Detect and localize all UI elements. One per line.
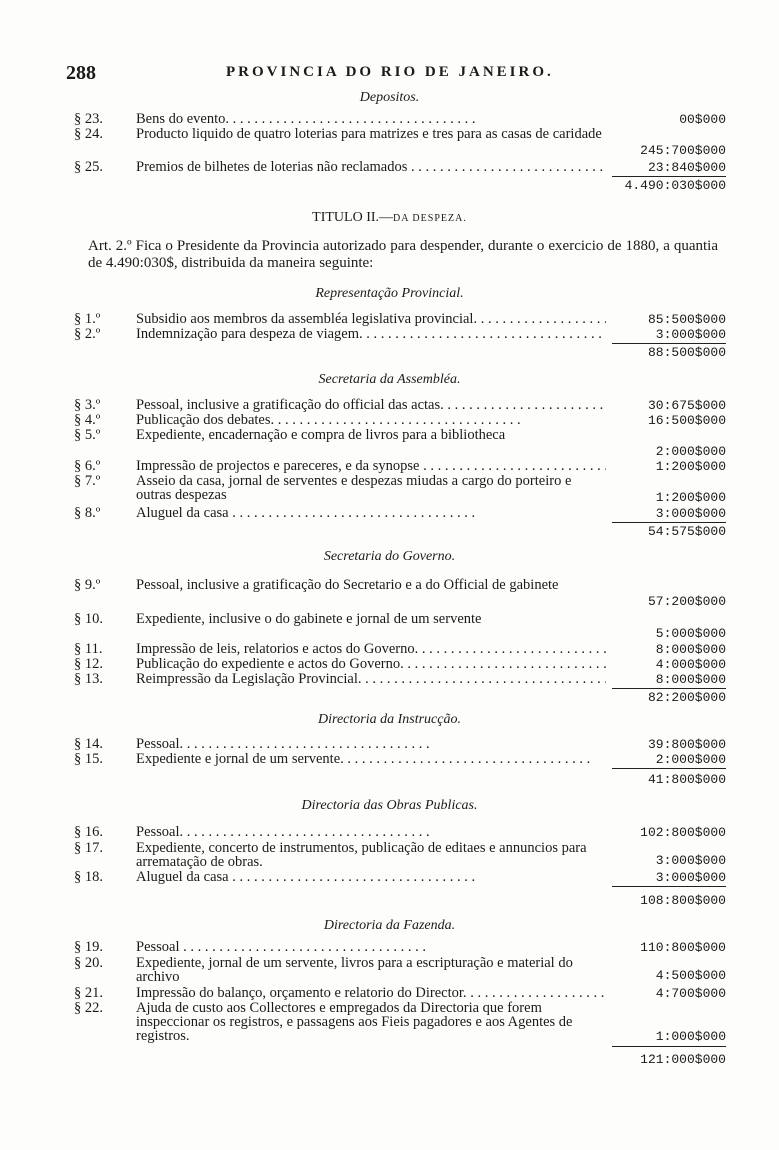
item-text: Indemnização para despeza de viagem. . . . <box>136 327 606 342</box>
item-amount: 102:800$000 <box>640 825 726 840</box>
item-text: Pessoal. . . . <box>136 737 606 752</box>
item-text: Expediente, inclusive o do gabinete e jornal de um servente <box>136 612 482 626</box>
section-heading: Secretaria da Assembléa. <box>318 372 461 387</box>
item-text: Publicação do expediente e actos do Governo. . . . <box>136 657 606 672</box>
item-text: Pessoal, inclusive a gratificação do official das actas. . . . <box>136 398 606 413</box>
item-number: § 23. <box>74 111 103 127</box>
item-text: Impressão do balanço, orçamento e relatorio do Director. . . . <box>136 986 606 1001</box>
section-total: 108:800$000 <box>640 893 726 908</box>
section-total: 121:000$000 <box>640 1052 726 1067</box>
item-number: § 10. <box>74 611 103 627</box>
item-amount: 3:000$000 <box>655 853 726 868</box>
item-number: § 16. <box>74 824 103 840</box>
item-amount: 4:000$000 <box>655 657 726 672</box>
item-number: § 4.º <box>74 412 101 428</box>
item-amount: 1:200$000 <box>655 490 726 505</box>
sum-rule <box>612 343 726 344</box>
section-heading: Directoria da Fazenda. <box>323 918 456 933</box>
item-number: § 13. <box>74 671 103 687</box>
item-text: Producto liquido de quatro loterias para matrizes e tres para as casas de caridade <box>136 127 602 142</box>
item-amount: 8:000$000 <box>655 642 726 657</box>
item-text: Expediente e jornal de um servente. . . . <box>136 752 606 767</box>
item-amount: 3:000$000 <box>655 870 726 885</box>
sum-rule <box>612 768 726 769</box>
item-amount: 4:500$000 <box>655 968 726 983</box>
section-total: 82:200$000 <box>647 690 726 705</box>
item-amount: 5:000$000 <box>655 626 726 641</box>
item-text: Pessoal . . . <box>136 940 606 955</box>
item-number: § 24. <box>74 126 103 142</box>
item-amount: 57:200$000 <box>647 594 726 609</box>
item-text: Aluguel da casa . . . <box>136 506 606 521</box>
item-amount: 3:000$000 <box>655 506 726 521</box>
item-text: Reimpressão da Legislação Provincial. . . . <box>136 672 606 687</box>
item-text: Pessoal, inclusive a gratificação do Secretario e a do Official de gabinete <box>136 578 559 592</box>
item-text: Pessoal. . . . <box>136 825 606 840</box>
item-text: Asseio da casa, jornal de serventes e despezas miudas a cargo do porteiro e outras despezas <box>136 474 572 502</box>
item-text: Premios de bilhetes de loterias não reclamados . . . <box>136 160 606 175</box>
item-text: Publicação dos debates. . . . <box>136 413 606 428</box>
section-total: 88:500$000 <box>647 345 726 360</box>
item-number: § 14. <box>74 736 103 752</box>
title-main: TITULO II.— <box>312 210 394 225</box>
item-number: § 20. <box>74 955 103 971</box>
item-number: § 6.º <box>74 458 101 474</box>
item-number: § 9.º <box>74 577 101 593</box>
section-heading: Directoria da Instrucção. <box>318 712 461 727</box>
section-total: 41:800$000 <box>647 772 726 787</box>
item-text: Expediente, encadernação e compra de livros para a bibliotheca <box>136 428 506 442</box>
item-text: Expediente, jornal de um servente, livros para a escripturação e material do archivo <box>136 956 573 984</box>
item-amount: 1:200$000 <box>655 459 726 474</box>
item-amount: 23:840$000 <box>647 160 726 175</box>
item-number: § 15. <box>74 751 103 767</box>
item-amount: 1:000$000 <box>655 1029 726 1044</box>
title-sub: DA DESPEZA. <box>393 213 467 224</box>
item-number: § 18. <box>74 869 103 885</box>
item-amount: 2:000$000 <box>655 752 726 767</box>
item-amount: 110:800$000 <box>640 940 726 955</box>
running-title: PROVINCIA DO RIO DE JANEIRO. <box>226 64 554 80</box>
item-text: Ajuda de custo aos Collectores e empregados da Directoria que forem inspeccionar os registros, e passagens aos Fieis pagadores e aos Agentes de registros. <box>136 1001 573 1043</box>
item-number: § 7.º <box>74 473 101 489</box>
item-number: § 11. <box>74 641 103 657</box>
item-number: § 3.º <box>74 397 101 413</box>
section-heading-depositos: Depositos. <box>359 90 420 105</box>
sum-rule <box>612 688 726 689</box>
sum-rule <box>612 522 726 523</box>
item-amount: 16:500$000 <box>647 413 726 428</box>
item-amount: 00$000 <box>679 112 726 127</box>
section-total: 54:575$000 <box>647 524 726 539</box>
item-number: § 25. <box>74 159 103 175</box>
sum-rule <box>612 886 726 887</box>
article-paragraph: Art. 2.º Fica o Presidente da Provincia autorizado para despender, durante o exercicio de 1880, a quantia de 4.490:030$, distribuida da maneira seguinte: <box>88 238 718 271</box>
item-text: Subsidio aos membros da assembléa legislativa provincial. . . . <box>136 312 606 327</box>
item-number: § 8.º <box>74 505 101 521</box>
item-text: Impressão de projectos e pareceres, e da synopse . . . <box>136 459 606 474</box>
item-number: § 12. <box>74 656 103 672</box>
item-number: § 2.º <box>74 326 101 342</box>
section-heading: Secretaria do Governo. <box>323 549 456 564</box>
section-total: 4.490:030$000 <box>624 178 726 193</box>
item-amount: 3:000$000 <box>655 327 726 342</box>
item-amount: 85:500$000 <box>647 312 726 327</box>
page-header <box>66 62 716 84</box>
sum-rule <box>612 1046 726 1047</box>
item-amount: 30:675$000 <box>647 398 726 413</box>
title-heading <box>0 210 779 226</box>
item-amount: 4:700$000 <box>655 986 726 1001</box>
item-number: § 1.º <box>74 311 101 327</box>
item-number: § 19. <box>74 939 103 955</box>
item-text: Bens do evento. . . . <box>136 112 606 127</box>
item-number: § 17. <box>74 840 103 856</box>
item-text: Aluguel da casa . . . <box>136 870 606 885</box>
sum-rule <box>612 176 726 177</box>
item-amount: 39:800$000 <box>647 737 726 752</box>
section-heading: Representação Provincial. <box>315 286 464 301</box>
item-amount: 2:000$000 <box>655 444 726 459</box>
item-number: § 21. <box>74 985 103 1001</box>
section-heading: Directoria das Obras Publicas. <box>301 798 478 813</box>
item-amount: 245:700$000 <box>640 143 726 158</box>
page-number: 288 <box>66 62 96 84</box>
item-number: § 5.º <box>74 427 101 443</box>
item-text: Impressão de leis, relatorios e actos do Governo. . . . <box>136 642 606 657</box>
item-number: § 22. <box>74 1000 103 1016</box>
item-amount: 8:000$000 <box>655 672 726 687</box>
item-text: Expediente, concerto de instrumentos, publicação de editaes e annuncios para arrematação de obras. <box>136 841 587 869</box>
